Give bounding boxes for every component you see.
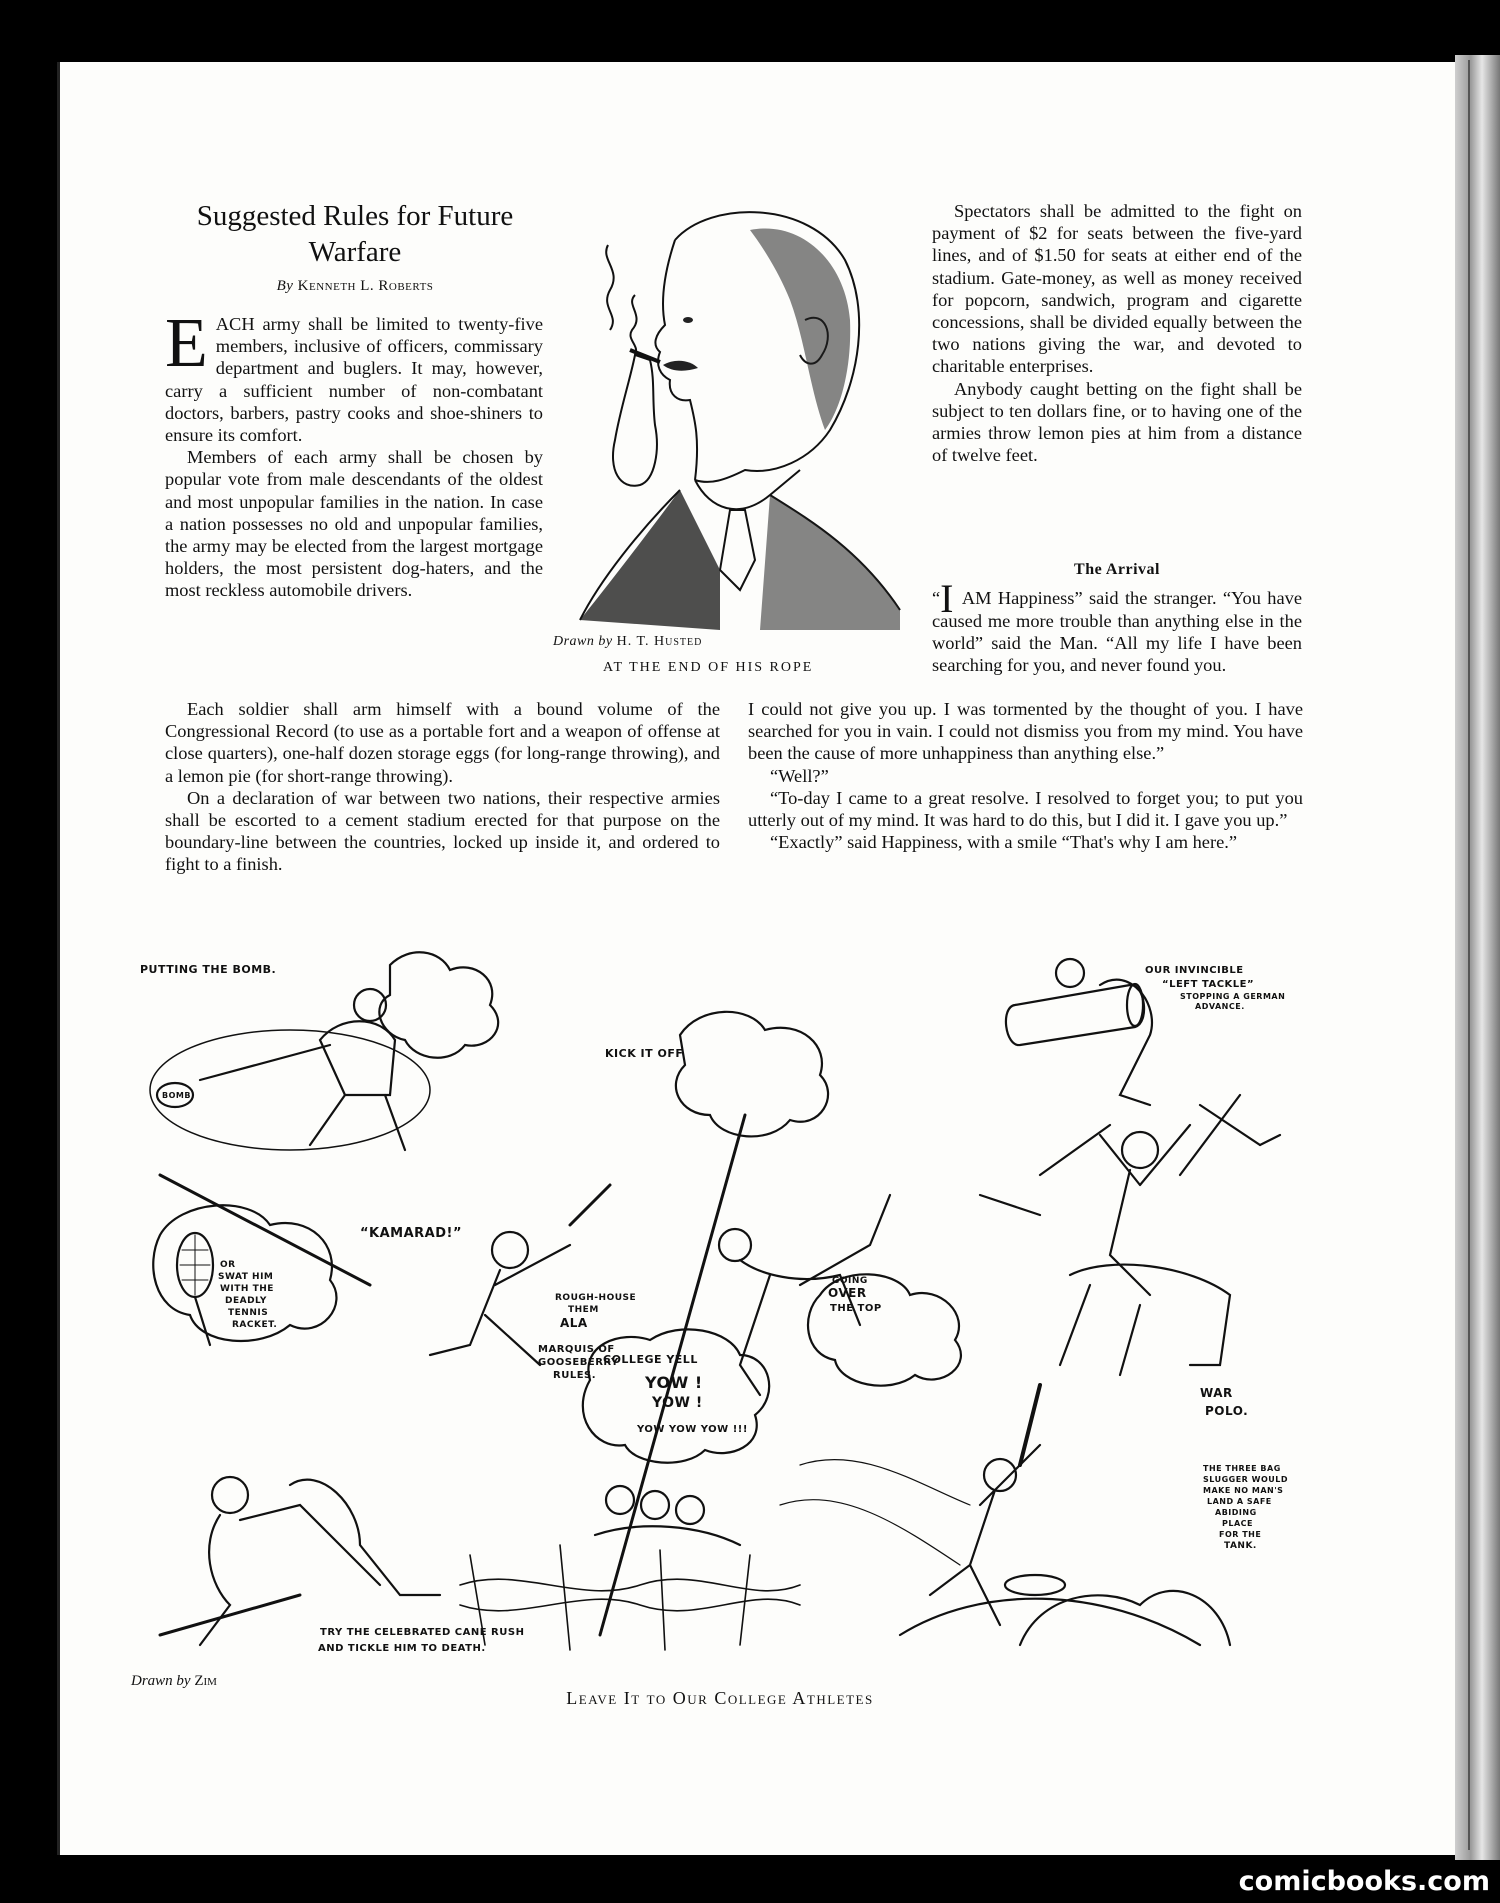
left-tackle-figure <box>1006 959 1152 1105</box>
label-left-tackle-4: ADVANCE. <box>1195 1002 1245 1011</box>
label-kick-it-off: KICK IT OFF <box>605 1047 684 1060</box>
drop-cap: E <box>165 305 208 382</box>
arrival-paragraph: “Well?” <box>770 765 829 786</box>
label-yell-4: YOW YOW YOW !!! <box>637 1424 748 1435</box>
hand <box>613 355 657 486</box>
bomb-putter-figure <box>150 989 430 1150</box>
label-cane-rush-2: AND TICKLE HIM TO DEATH. <box>318 1643 486 1654</box>
label-yell-3: YOW ! <box>652 1395 703 1411</box>
label-over-top-1: GOING <box>832 1276 868 1286</box>
label-slugger-7: FOR THE <box>1219 1530 1262 1539</box>
article-column-left <box>165 305 543 602</box>
article-title: Suggested Rules for Future Warfare <box>196 200 514 268</box>
arrival-paragraph: “To-day I came to a great resolve. I resolved to forget you; to put you utterly out of my mind. It was hard to do this, but I did it. I gave you up.” <box>748 787 1303 831</box>
label-slugger-1: THE THREE BAG <box>1203 1464 1281 1473</box>
article-paragraph: On a declaration of war between two nations, their respective armies shall be escorted to a cement stadium erected for that purpose on the boundary-line between the countries, locked up inside it, and ordered to fight to a finish. <box>165 787 720 875</box>
byline-prefix: By <box>276 278 294 294</box>
cane-rush-figure <box>160 1477 440 1645</box>
label-swat-6: RACKET. <box>232 1320 278 1330</box>
label-swat-1: OR <box>220 1260 236 1270</box>
mustache <box>663 361 698 371</box>
article-byline <box>155 278 555 295</box>
label-roughhouse-4: MARQUIS OF <box>538 1344 615 1355</box>
cartoon-credit: Drawn by Zim <box>131 1673 217 1689</box>
article-paragraph: Anybody caught betting on the fight shall be subject to ten dollars fine, or to having one of the armies throw lemon pies at him from a distance of twelve feet. <box>932 378 1302 466</box>
kamarad-figure <box>160 1175 610 1365</box>
portrait-credit: Drawn by H. T. Husted <box>553 634 703 649</box>
face-profile <box>655 240 697 480</box>
label-over-top-2: OVER <box>828 1286 867 1300</box>
label-swat-5: TENNIS <box>228 1308 269 1318</box>
article-paragraph: Each soldier shall arm himself with a bound volume of the Congressional Record (to use as a portable fort and a weapon of offense at close quarters), one-half dozen storage eggs (for long-range throwing), and a lemon pie (for short-range throwing). <box>165 699 720 786</box>
label-roughhouse-3: ALA <box>560 1316 588 1330</box>
label-left-tackle-1: OUR INVINCIBLE <box>1145 965 1244 976</box>
big-initial: I <box>940 576 954 621</box>
article-paragraph: EACH army shall be limited to twenty-five members, inclusive of officers, commissary department and buglers. It may, however, carry a sufficient number of non-combatant doctors, barbers, pastry cooks and shoe-shiners to ensure its comfort. <box>165 305 543 446</box>
jacket-shading <box>580 490 720 630</box>
article-paragraph: Spectators shall be admitted to the fight on payment of $2 for seats between the five-yard lines, and of $1.50 for seats at either end of the stadium. Gate-money, as well as money received for popcorn, sandwich, program and cigarette concessions, shall be divided equally between the two nations giving the war, and devoted to charitable enterprises. <box>932 201 1302 377</box>
portrait-illustration <box>560 190 910 630</box>
cartoon-caption: Leave It to Our College Athletes <box>566 1688 874 1708</box>
cartoon-illustration <box>140 945 1320 1655</box>
label-yell-1: COLLEGE YELL <box>603 1353 698 1366</box>
label-left-tackle-2: “LEFT TACKLE” <box>1162 979 1255 990</box>
portrait-caption: AT THE END OF HIS ROPE <box>603 660 814 675</box>
label-swat-3: WITH THE <box>220 1284 274 1294</box>
hair-shading <box>750 228 850 430</box>
label-bomb: BOMB <box>162 1091 191 1100</box>
label-over-top-3: THE TOP <box>830 1303 882 1314</box>
smoke-cloud <box>379 952 498 1057</box>
tie <box>720 510 755 590</box>
smoke-cloud <box>676 1012 828 1137</box>
arrival-column <box>932 576 1302 677</box>
label-slugger-8: TANK. <box>1224 1541 1257 1551</box>
label-slugger-4: LAND A SAFE <box>1207 1497 1272 1506</box>
label-slugger-3: MAKE NO MAN'S <box>1203 1486 1284 1495</box>
label-slugger-5: ABIDING <box>1215 1508 1257 1517</box>
eye <box>683 317 693 323</box>
arrival-paragraph: I could not give you up. I was tormented by the thought of you. I have searched for you in vain. I could not dismiss you from my mind. You have been the cause of more unhappiness than anything else.” <box>748 699 1303 764</box>
label-roughhouse-6: RULES. <box>553 1370 597 1381</box>
label-war-polo-2: POLO. <box>1205 1404 1249 1418</box>
label-slugger-2: SLUGGER WOULD <box>1203 1475 1288 1484</box>
label-yell-2: YOW ! <box>645 1373 703 1392</box>
page-stack-line <box>1468 60 1470 1850</box>
slugger-figure <box>780 1385 1200 1645</box>
trench-soldiers <box>595 1486 740 1545</box>
arrival-paragraph: “Exactly” said Happiness, with a smile “That's why I am here.” <box>770 832 1238 853</box>
label-swat-2: SWAT HIM <box>218 1272 274 1282</box>
tennis-racket-figure <box>177 1233 213 1345</box>
byline-author: Kenneth L. Roberts <box>297 278 434 294</box>
label-roughhouse-5: GOOSEBERRY <box>538 1357 619 1368</box>
label-war-polo-1: WAR <box>1200 1386 1233 1400</box>
label-roughhouse-2: THEM <box>568 1305 599 1315</box>
article-column-left-wide <box>165 698 720 876</box>
arrival-heading: The Arrival <box>1074 561 1160 578</box>
watermark: comicbooks.com <box>1238 1866 1490 1897</box>
label-roughhouse-1: ROUGH-HOUSE <box>555 1293 637 1303</box>
page-stack-edge <box>1455 55 1500 1860</box>
arrival-column-wide <box>748 698 1303 853</box>
label-swat-4: DEADLY <box>225 1296 267 1306</box>
label-left-tackle-3: STOPPING A GERMAN <box>1180 992 1286 1001</box>
war-polo-figure <box>980 1095 1280 1375</box>
label-kamarad: “KAMARAD!” <box>360 1226 463 1241</box>
smoke-wisp <box>606 245 613 330</box>
label-putting-bomb: PUTTING THE BOMB. <box>140 963 277 976</box>
article-column-right <box>932 200 1302 466</box>
article-paragraph: Members of each army shall be chosen by popular vote from male descendants of the oldest and most unpopular families in the nation. In case a nation possesses no old and unpopular families, the army may be elected from the largest mortgage holders, the most persistent dog-haters, and the most reckless automobile drivers. <box>165 447 543 601</box>
label-cane-rush-1: TRY THE CELEBRATED CANE RUSH <box>320 1627 525 1638</box>
jacket-shading-right <box>760 495 900 630</box>
label-slugger-6: PLACE <box>1222 1519 1253 1528</box>
arrival-paragraph: “I AM Happiness” said the stranger. “You have caused me more trouble than anything else in the world” said the Man. “All my life I have been searching for you, and never found you. <box>932 576 1302 676</box>
smoke-wisp-2 <box>630 295 636 355</box>
